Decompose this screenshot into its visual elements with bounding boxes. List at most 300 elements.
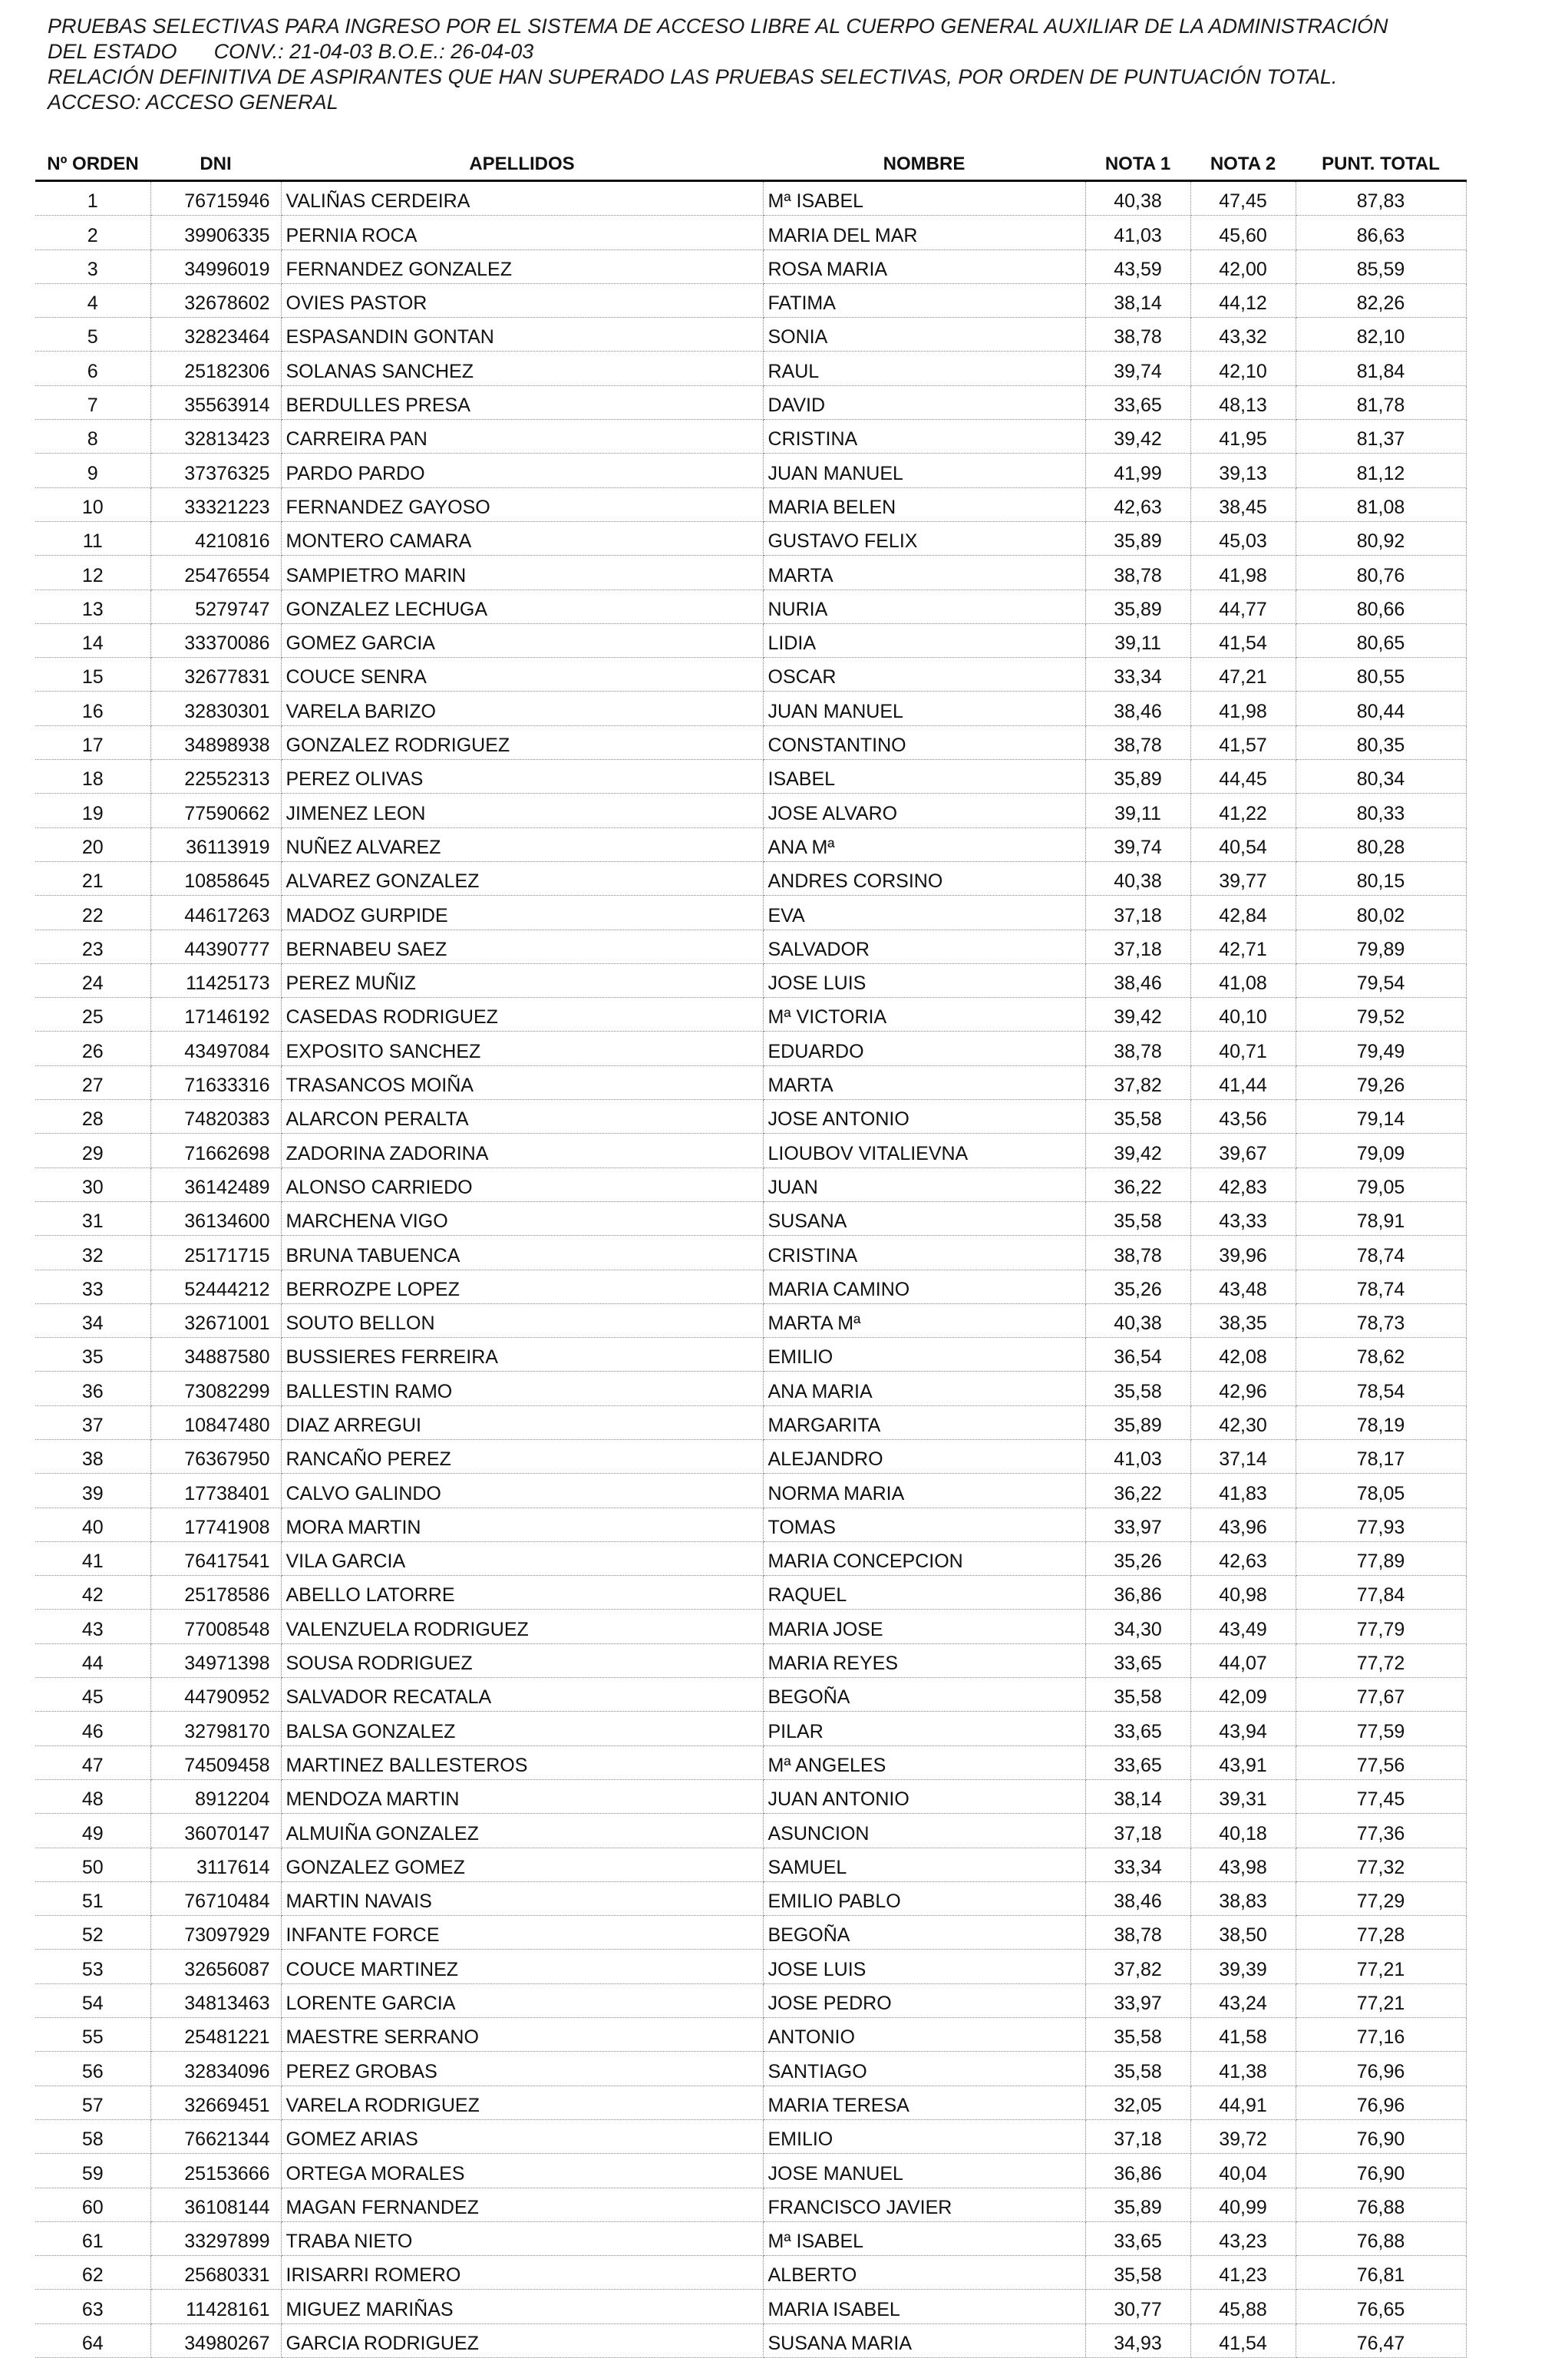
cell-nombre: LIOUBOV VITALIEVNA (763, 1134, 1085, 1167)
cell-dni: 25680331 (150, 2256, 281, 2290)
cell-dni: 76621344 (150, 2119, 281, 2153)
cell-orden: 5 (35, 318, 150, 352)
cell-apellidos: ALVAREZ GONZALEZ (281, 861, 763, 895)
cell-nota1: 38,78 (1085, 556, 1190, 590)
cell-total: 79,26 (1296, 1065, 1466, 1099)
cell-nota1: 39,11 (1085, 623, 1190, 657)
cell-nombre: Mª ISABEL (763, 181, 1085, 216)
cell-dni: 71633316 (150, 1065, 281, 1099)
cell-dni: 76715946 (150, 181, 281, 216)
cell-nombre: MARIA JOSE (763, 1610, 1085, 1643)
cell-nota1: 39,74 (1085, 827, 1190, 861)
table-row (35, 1167, 1466, 1201)
table-row (35, 1950, 1466, 1983)
cell-orden: 16 (35, 692, 150, 725)
cell-total: 76,47 (1296, 2323, 1466, 2357)
cell-nombre: MARTA (763, 556, 1085, 590)
cell-nota1: 41,03 (1085, 1439, 1190, 1473)
cell-orden: 34 (35, 1303, 150, 1337)
cell-nota2: 45,60 (1190, 216, 1296, 249)
cell-dni: 32671001 (150, 1303, 281, 1337)
table-row (35, 998, 1466, 1032)
cell-nombre: MARIA REYES (763, 1643, 1085, 1677)
cell-total: 77,84 (1296, 1576, 1466, 1610)
header-row (35, 146, 1466, 181)
cell-apellidos: FERNANDEZ GAYOSO (281, 487, 763, 521)
cell-orden: 40 (35, 1508, 150, 1541)
cell-total: 80,33 (1296, 794, 1466, 827)
cell-dni: 32834096 (150, 2052, 281, 2086)
table-row (35, 760, 1466, 794)
cell-nombre: SONIA (763, 318, 1085, 352)
cell-orden: 49 (35, 1814, 150, 1848)
cell-total: 77,89 (1296, 1541, 1466, 1575)
cell-total: 76,96 (1296, 2052, 1466, 2086)
cell-nombre: SALVADOR (763, 930, 1085, 963)
table-row (35, 2323, 1466, 2357)
cell-total: 79,14 (1296, 1100, 1466, 1134)
cell-dni: 25476554 (150, 556, 281, 590)
cell-nota2: 38,45 (1190, 487, 1296, 521)
cell-nota2: 41,38 (1190, 2052, 1296, 2086)
cell-apellidos: EXPOSITO SANCHEZ (281, 1032, 763, 1065)
cell-dni: 25481221 (150, 2018, 281, 2052)
table-row (35, 1270, 1466, 1303)
cell-dni: 36113919 (150, 827, 281, 861)
cell-apellidos: MORA MARTIN (281, 1508, 763, 1541)
cell-total: 77,36 (1296, 1814, 1466, 1848)
cell-dni: 77008548 (150, 1610, 281, 1643)
cell-nombre: EDUARDO (763, 1032, 1085, 1065)
cell-apellidos: MONTERO CAMARA (281, 521, 763, 555)
cell-nota1: 36,86 (1085, 1576, 1190, 1610)
cell-nota1: 40,38 (1085, 1303, 1190, 1337)
cell-nota1: 33,65 (1085, 1712, 1190, 1745)
cell-nombre: EVA (763, 896, 1085, 930)
table-row (35, 2256, 1466, 2290)
cell-nota1: 40,38 (1085, 861, 1190, 895)
cell-total: 82,26 (1296, 283, 1466, 317)
cell-nota1: 38,78 (1085, 318, 1190, 352)
table-row (35, 2119, 1466, 2153)
cell-nombre: ISABEL (763, 760, 1085, 794)
table-row (35, 1338, 1466, 1372)
cell-apellidos: MAGAN FERNANDEZ (281, 2188, 763, 2221)
cell-nombre: JUAN ANTONIO (763, 1779, 1085, 1813)
cell-nota2: 41,58 (1190, 2018, 1296, 2052)
cell-orden: 46 (35, 1712, 150, 1745)
cell-nota2: 42,84 (1190, 896, 1296, 930)
cell-orden: 38 (35, 1439, 150, 1473)
table-row (35, 1643, 1466, 1677)
cell-nota2: 43,32 (1190, 318, 1296, 352)
table-header (35, 146, 1466, 181)
cell-nota1: 35,89 (1085, 1405, 1190, 1439)
cell-total: 76,96 (1296, 2086, 1466, 2119)
cell-orden: 36 (35, 1372, 150, 1405)
cell-nota2: 40,98 (1190, 1576, 1296, 1610)
table-row (35, 1881, 1466, 1915)
cell-nota1: 36,22 (1085, 1474, 1190, 1508)
cell-orden: 39 (35, 1474, 150, 1508)
cell-dni: 71662698 (150, 1134, 281, 1167)
cell-nota2: 43,49 (1190, 1610, 1296, 1643)
cell-apellidos: VILA GARCIA (281, 1541, 763, 1575)
cell-apellidos: FERNANDEZ GONZALEZ (281, 249, 763, 283)
table-row (35, 827, 1466, 861)
col-header-apellidos: APELLIDOS (281, 146, 763, 181)
cell-orden: 25 (35, 998, 150, 1032)
cell-nota2: 42,08 (1190, 1338, 1296, 1372)
cell-orden: 42 (35, 1576, 150, 1610)
cell-dni: 25182306 (150, 352, 281, 385)
cell-apellidos: ZADORINA ZADORINA (281, 1134, 763, 1167)
cell-nombre: RAQUEL (763, 1576, 1085, 1610)
table-row (35, 1065, 1466, 1099)
cell-apellidos: MARCHENA VIGO (281, 1201, 763, 1235)
header-organism: DEL ESTADO (48, 40, 177, 63)
table-row (35, 2018, 1466, 2052)
document-header (48, 14, 1552, 115)
cell-dni: 32677831 (150, 658, 281, 692)
cell-apellidos: GOMEZ GARCIA (281, 623, 763, 657)
cell-apellidos: GARCIA RODRIGUEZ (281, 2323, 763, 2357)
cell-nombre: ASUNCION (763, 1814, 1085, 1848)
cell-apellidos: ALMUIÑA GONZALEZ (281, 1814, 763, 1848)
table-row (35, 181, 1466, 216)
cell-orden: 4 (35, 283, 150, 317)
cell-nota1: 36,54 (1085, 1338, 1190, 1372)
cell-orden: 17 (35, 725, 150, 759)
cell-nota2: 44,45 (1190, 760, 1296, 794)
table-row (35, 1303, 1466, 1337)
cell-orden: 10 (35, 487, 150, 521)
col-header-nombre: NOMBRE (763, 146, 1085, 181)
cell-nota2: 42,30 (1190, 1405, 1296, 1439)
table-row (35, 1576, 1466, 1610)
table-row (35, 1541, 1466, 1575)
cell-nota1: 35,58 (1085, 1372, 1190, 1405)
cell-nombre: RAUL (763, 352, 1085, 385)
cell-nota1: 38,78 (1085, 1236, 1190, 1270)
cell-orden: 11 (35, 521, 150, 555)
table-row (35, 1779, 1466, 1813)
cell-nota2: 39,72 (1190, 2119, 1296, 2153)
cell-dni: 34971398 (150, 1643, 281, 1677)
cell-total: 77,45 (1296, 1779, 1466, 1813)
cell-nombre: MARIA ISABEL (763, 2290, 1085, 2323)
cell-orden: 57 (35, 2086, 150, 2119)
cell-nota1: 43,59 (1085, 249, 1190, 283)
cell-dni: 35563914 (150, 385, 281, 419)
cell-nota2: 41,08 (1190, 963, 1296, 997)
cell-nombre: GUSTAVO FELIX (763, 521, 1085, 555)
cell-orden: 23 (35, 930, 150, 963)
cell-dni: 76417541 (150, 1541, 281, 1575)
cell-dni: 33321223 (150, 487, 281, 521)
cell-nota1: 38,14 (1085, 283, 1190, 317)
cell-nombre: SUSANA MARIA (763, 2323, 1085, 2357)
cell-orden: 7 (35, 385, 150, 419)
cell-apellidos: ORTEGA MORALES (281, 2154, 763, 2188)
cell-orden: 41 (35, 1541, 150, 1575)
cell-nombre: MARTA Mª (763, 1303, 1085, 1337)
cell-orden: 58 (35, 2119, 150, 2153)
cell-apellidos: RANCAÑO PEREZ (281, 1439, 763, 1473)
cell-nombre: NORMA MARIA (763, 1474, 1085, 1508)
cell-nota2: 48,13 (1190, 385, 1296, 419)
table-row (35, 2221, 1466, 2255)
cell-nombre: NURIA (763, 590, 1085, 623)
cell-total: 81,37 (1296, 420, 1466, 454)
table-row (35, 283, 1466, 317)
cell-dni: 8912204 (150, 1779, 281, 1813)
cell-apellidos: GONZALEZ RODRIGUEZ (281, 725, 763, 759)
cell-nota1: 35,89 (1085, 590, 1190, 623)
cell-nota2: 43,48 (1190, 1270, 1296, 1303)
cell-apellidos: BERDULLES PRESA (281, 385, 763, 419)
cell-nombre: TOMAS (763, 1508, 1085, 1541)
cell-dni: 44617263 (150, 896, 281, 930)
cell-orden: 45 (35, 1678, 150, 1712)
cell-nota1: 35,58 (1085, 1100, 1190, 1134)
cell-nota1: 36,86 (1085, 2154, 1190, 2188)
table-row (35, 420, 1466, 454)
cell-nota2: 42,83 (1190, 1167, 1296, 1201)
cell-nombre: BEGOÑA (763, 1916, 1085, 1950)
table-row (35, 2188, 1466, 2221)
cell-nota2: 42,96 (1190, 1372, 1296, 1405)
cell-nota1: 37,18 (1085, 2119, 1190, 2153)
cell-dni: 36108144 (150, 2188, 281, 2221)
cell-orden: 55 (35, 2018, 150, 2052)
cell-nota1: 33,65 (1085, 1745, 1190, 1779)
cell-apellidos: SALVADOR RECATALA (281, 1678, 763, 1712)
cell-orden: 18 (35, 760, 150, 794)
cell-nombre: DAVID (763, 385, 1085, 419)
cell-dni: 25178586 (150, 1576, 281, 1610)
cell-dni: 25171715 (150, 1236, 281, 1270)
cell-orden: 27 (35, 1065, 150, 1099)
cell-orden: 61 (35, 2221, 150, 2255)
cell-total: 78,74 (1296, 1270, 1466, 1303)
cell-orden: 62 (35, 2256, 150, 2290)
table-body (35, 181, 1466, 2358)
cell-orden: 60 (35, 2188, 150, 2221)
cell-dni: 4210816 (150, 521, 281, 555)
cell-nombre: JUAN MANUEL (763, 454, 1085, 487)
cell-total: 79,09 (1296, 1134, 1466, 1167)
cell-total: 77,67 (1296, 1678, 1466, 1712)
cell-nota1: 38,78 (1085, 1916, 1190, 1950)
cell-nombre: MARIA BELEN (763, 487, 1085, 521)
cell-apellidos: PEREZ MUÑIZ (281, 963, 763, 997)
cell-nota2: 40,18 (1190, 1814, 1296, 1848)
cell-nota2: 41,22 (1190, 794, 1296, 827)
cell-orden: 1 (35, 181, 150, 216)
cell-nombre: CRISTINA (763, 420, 1085, 454)
cell-apellidos: BRUNA TABUENCA (281, 1236, 763, 1270)
cell-apellidos: LORENTE GARCIA (281, 1983, 763, 2017)
cell-nota2: 44,12 (1190, 283, 1296, 317)
cell-orden: 44 (35, 1643, 150, 1677)
cell-total: 80,55 (1296, 658, 1466, 692)
cell-total: 79,89 (1296, 930, 1466, 963)
cell-dni: 39906335 (150, 216, 281, 249)
cell-total: 77,59 (1296, 1712, 1466, 1745)
cell-orden: 51 (35, 1881, 150, 1915)
cell-total: 80,76 (1296, 556, 1466, 590)
table-row (35, 861, 1466, 895)
cell-nota2: 41,57 (1190, 725, 1296, 759)
cell-orden: 31 (35, 1201, 150, 1235)
cell-dni: 32678602 (150, 283, 281, 317)
cell-nota2: 39,77 (1190, 861, 1296, 895)
cell-total: 86,63 (1296, 216, 1466, 249)
cell-nombre: CRISTINA (763, 1236, 1085, 1270)
cell-nota2: 40,99 (1190, 2188, 1296, 2221)
cell-apellidos: VARELA BARIZO (281, 692, 763, 725)
results-table (35, 146, 1467, 2358)
col-header-orden: Nº ORDEN (35, 146, 150, 181)
table-row (35, 1848, 1466, 1881)
cell-nota1: 37,82 (1085, 1065, 1190, 1099)
cell-apellidos: OVIES PASTOR (281, 283, 763, 317)
cell-nombre: JOSE PEDRO (763, 1983, 1085, 2017)
cell-total: 78,74 (1296, 1236, 1466, 1270)
header-conv-line (48, 39, 1552, 64)
cell-nota1: 35,26 (1085, 1541, 1190, 1575)
cell-nota2: 43,96 (1190, 1508, 1296, 1541)
cell-nota1: 39,74 (1085, 352, 1190, 385)
cell-apellidos: VARELA RODRIGUEZ (281, 2086, 763, 2119)
table-row (35, 794, 1466, 827)
cell-dni: 17738401 (150, 1474, 281, 1508)
cell-nota2: 41,95 (1190, 420, 1296, 454)
cell-dni: 73082299 (150, 1372, 281, 1405)
cell-nota1: 35,58 (1085, 2256, 1190, 2290)
cell-nombre: BEGOÑA (763, 1678, 1085, 1712)
table-row (35, 1508, 1466, 1541)
cell-dni: 44790952 (150, 1678, 281, 1712)
table-row (35, 2052, 1466, 2086)
header-convocatoria: CONV.: 21-04-03 B.O.E.: 26-04-03 (213, 40, 534, 63)
table-row (35, 1439, 1466, 1473)
cell-dni: 32830301 (150, 692, 281, 725)
cell-dni: 32669451 (150, 2086, 281, 2119)
col-header-total: PUNT. TOTAL (1296, 146, 1466, 181)
cell-dni: 32813423 (150, 420, 281, 454)
cell-nota2: 47,21 (1190, 658, 1296, 692)
cell-nombre: EMILIO (763, 1338, 1085, 1372)
cell-total: 77,29 (1296, 1881, 1466, 1915)
cell-nota1: 33,34 (1085, 1848, 1190, 1881)
table-row (35, 590, 1466, 623)
cell-nota2: 45,03 (1190, 521, 1296, 555)
cell-orden: 48 (35, 1779, 150, 1813)
cell-apellidos: SOUTO BELLON (281, 1303, 763, 1337)
cell-nota2: 41,98 (1190, 556, 1296, 590)
table-row (35, 725, 1466, 759)
cell-total: 80,15 (1296, 861, 1466, 895)
cell-apellidos: MIGUEZ MARIÑAS (281, 2290, 763, 2323)
cell-apellidos: SAMPIETRO MARIN (281, 556, 763, 590)
cell-orden: 26 (35, 1032, 150, 1065)
cell-nota2: 39,13 (1190, 454, 1296, 487)
table-row (35, 896, 1466, 930)
cell-dni: 3117614 (150, 1848, 281, 1881)
cell-nota1: 41,03 (1085, 216, 1190, 249)
cell-total: 76,88 (1296, 2221, 1466, 2255)
cell-nota1: 41,99 (1085, 454, 1190, 487)
cell-total: 81,84 (1296, 352, 1466, 385)
cell-orden: 24 (35, 963, 150, 997)
cell-nota2: 37,14 (1190, 1439, 1296, 1473)
header-access-line: ACCESO: ACCESO GENERAL (48, 91, 338, 114)
cell-nota2: 43,91 (1190, 1745, 1296, 1779)
cell-nota1: 33,65 (1085, 2221, 1190, 2255)
cell-orden: 9 (35, 454, 150, 487)
cell-dni: 17146192 (150, 998, 281, 1032)
cell-apellidos: BUSSIERES FERREIRA (281, 1338, 763, 1372)
table-row (35, 487, 1466, 521)
cell-total: 76,90 (1296, 2154, 1466, 2188)
table-row (35, 1814, 1466, 1848)
cell-orden: 28 (35, 1100, 150, 1134)
header-title-line: PRUEBAS SELECTIVAS PARA INGRESO POR EL SISTEMA DE ACCESO LIBRE AL CUERPO GENERAL AUXILIAR DE LA ADMINISTRACIÓN (48, 15, 1388, 38)
cell-nombre: OSCAR (763, 658, 1085, 692)
cell-nota2: 38,83 (1190, 1881, 1296, 1915)
table-row (35, 1678, 1466, 1712)
cell-nota2: 45,88 (1190, 2290, 1296, 2323)
cell-total: 80,44 (1296, 692, 1466, 725)
cell-nota2: 47,45 (1190, 181, 1296, 216)
cell-apellidos: GONZALEZ LECHUGA (281, 590, 763, 623)
cell-total: 80,66 (1296, 590, 1466, 623)
cell-dni: 52444212 (150, 1270, 281, 1303)
cell-nota1: 38,46 (1085, 1881, 1190, 1915)
cell-total: 80,92 (1296, 521, 1466, 555)
cell-nombre: SANTIAGO (763, 2052, 1085, 2086)
cell-dni: 32656087 (150, 1950, 281, 1983)
cell-nota1: 37,18 (1085, 896, 1190, 930)
cell-nota2: 41,54 (1190, 623, 1296, 657)
cell-nombre: MARGARITA (763, 1405, 1085, 1439)
cell-nombre: ANA MARIA (763, 1372, 1085, 1405)
cell-dni: 76367950 (150, 1439, 281, 1473)
cell-nota2: 40,54 (1190, 827, 1296, 861)
cell-apellidos: BERNABEU SAEZ (281, 930, 763, 963)
cell-nota2: 41,54 (1190, 2323, 1296, 2357)
cell-orden: 29 (35, 1134, 150, 1167)
cell-dni: 74509458 (150, 1745, 281, 1779)
cell-nota1: 35,89 (1085, 521, 1190, 555)
cell-orden: 52 (35, 1916, 150, 1950)
cell-apellidos: BALSA GONZALEZ (281, 1712, 763, 1745)
cell-apellidos: ALARCON PERALTA (281, 1100, 763, 1134)
cell-dni: 44390777 (150, 930, 281, 963)
cell-dni: 34980267 (150, 2323, 281, 2357)
cell-nota2: 43,56 (1190, 1100, 1296, 1134)
cell-nota1: 33,65 (1085, 385, 1190, 419)
cell-orden: 59 (35, 2154, 150, 2188)
cell-orden: 19 (35, 794, 150, 827)
cell-dni: 34898938 (150, 725, 281, 759)
table-row (35, 1405, 1466, 1439)
cell-nota2: 39,96 (1190, 1236, 1296, 1270)
cell-nombre: FRANCISCO JAVIER (763, 2188, 1085, 2221)
cell-dni: 5279747 (150, 590, 281, 623)
